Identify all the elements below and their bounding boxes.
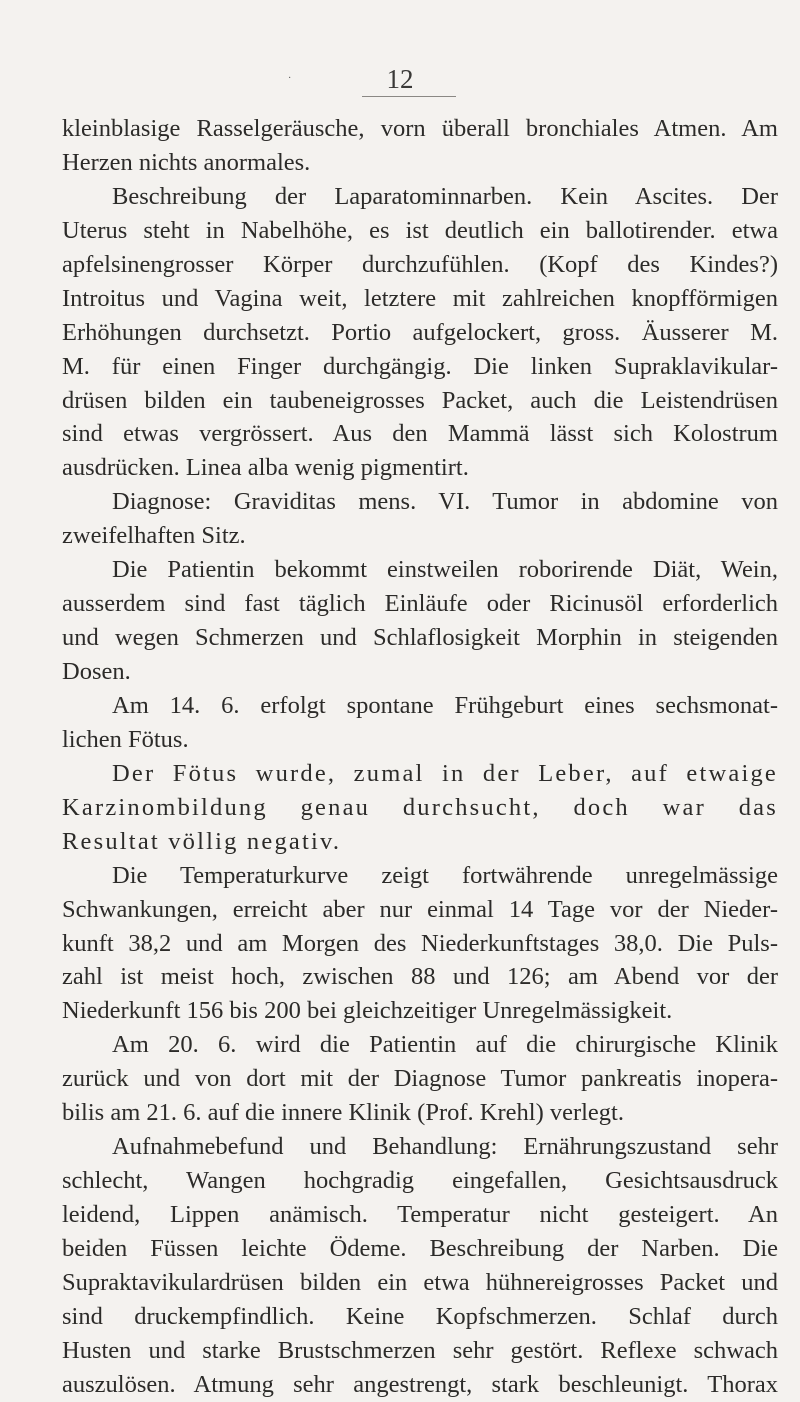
text-line: Supraktavikulardrüsen bilden ein etwa hühnereigrosses Packet und <box>62 1268 778 1296</box>
text-line: und wegen Schmerzen und Schlaflosigkeit Morphin in steigenden <box>62 624 778 652</box>
text-line: Aufnahmebefund und Behandlung: Ernährungszustand sehr <box>112 1133 778 1161</box>
text-line: kunft 38,2 und am Morgen des Niederkunftstages 38,0. Die Puls- <box>62 929 778 957</box>
body-text <box>62 112 778 1402</box>
margin-dot: · <box>288 73 292 84</box>
text-line: Am 14. 6. erfolgt spontane Frühgeburt eines sechsmonat- <box>112 691 778 719</box>
text-line: ausserdem sind fast täglich Einläufe oder Ricinusöl erforderlich <box>62 590 778 618</box>
text-line: Die Patientin bekommt einstweilen roborirende Diät, Wein, <box>112 556 778 584</box>
page-number: 12 <box>386 64 414 94</box>
text-line: auszulösen. Atmung sehr angestrengt, stark beschleunigt. Thorax <box>62 1370 778 1398</box>
text-line: zweifelhaften Sitz. <box>62 522 246 550</box>
page-number-underline <box>362 96 456 97</box>
text-line: drüsen bilden ein taubeneigrosses Packet, auch die Leistendrüsen <box>62 386 778 414</box>
text-line: apfelsinengrosser Körper durchzufühlen. (Kopf des Kindes?) <box>62 250 778 278</box>
text-line: Schwankungen, erreicht aber nur einmal 14 Tage vor der Nieder- <box>62 895 778 923</box>
text-line: Niederkunft 156 bis 200 bei gleichzeitiger Unregelmässigkeit. <box>62 997 673 1025</box>
text-line: ausdrücken. Linea alba wenig pigmentirt. <box>62 454 469 482</box>
text-line: Karzinombildung genau durchsucht, doch war das <box>62 793 778 821</box>
text-line: Resultat völlig negativ. <box>62 827 342 855</box>
text-line: Erhöhungen durchsetzt. Portio aufgelockert, gross. Äusserer M. <box>62 318 778 346</box>
text-line: Der Fötus wurde, zumal in der Leber, auf etwaige <box>112 759 778 787</box>
text-line: leidend, Lippen anämisch. Temperatur nicht gesteigert. An <box>62 1201 778 1228</box>
text-line: M. für einen Finger durchgängig. Die linken Supraklavikular- <box>62 352 778 380</box>
text-line: sind druckempfindlich. Keine Kopfschmerzen. Schlaf durch <box>62 1302 778 1330</box>
text-line: sind etwas vergrössert. Aus den Mammä lässt sich Kolostrum <box>62 420 778 448</box>
text-line: Herzen nichts anormales. <box>62 148 311 176</box>
text-line: Die Temperaturkurve zeigt fortwährende unregelmässige <box>112 861 778 889</box>
text-line: beiden Füssen leichte Ödeme. Beschreibung der Narben. Die <box>62 1234 778 1262</box>
text-line: Uterus steht in Nabelhöhe, es ist deutlich ein ballotirender. etwa <box>62 216 778 244</box>
text-line: schlecht, Wangen hochgradig eingefallen, Gesichtsausdruck <box>62 1167 778 1195</box>
text-line: Dosen. <box>62 658 131 685</box>
text-line: Am 20. 6. wird die Patientin auf die chirurgische Klinik <box>112 1031 778 1059</box>
text-line: Beschreibung der Laparatominnarben. Kein Ascites. Der <box>112 182 778 210</box>
text-line: Introitus und Vagina weit, letztere mit zahlreichen knopfförmigen <box>62 284 778 312</box>
text-line: zurück und von dort mit der Diagnose Tumor pankreatis inopera- <box>62 1065 778 1093</box>
text-line: zahl ist meist hoch, zwischen 88 und 126; am Abend vor der <box>62 963 778 991</box>
text-line: Diagnose: Graviditas mens. VI. Tumor in abdomine von <box>112 488 778 516</box>
text-line: Husten und starke Brustschmerzen sehr gestört. Reflexe schwach <box>62 1336 778 1364</box>
text-line: bilis am 21. 6. auf die innere Klinik (Prof. Krehl) verlegt. <box>62 1099 624 1127</box>
text-line: kleinblasige Rasselgeräusche, vorn überall bronchiales Atmen. Am <box>62 115 778 142</box>
text-line: lichen Fötus. <box>62 725 189 753</box>
